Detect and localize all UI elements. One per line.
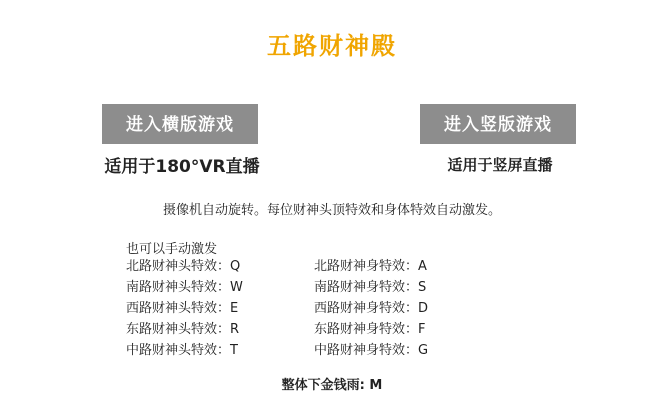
- key-binding-body: 东路财神身特效：F: [314, 322, 426, 337]
- portrait-caption: 适用于竖屏直播: [447, 156, 553, 174]
- auto-effect-description: 摄像机自动旋转。每位财神头顶特效和身体特效自动激发。: [162, 203, 501, 218]
- key-binding-head: 南路财神头特效：W: [126, 280, 243, 295]
- money-rain-hint: 整体下金钱雨: M: [281, 378, 383, 393]
- manual-trigger-hint: 也可以手动激发: [126, 242, 218, 257]
- key-binding-head: 北路财神头特效：Q: [126, 259, 241, 274]
- key-binding-row: [126, 340, 546, 361]
- landscape-caption: 适用于180°VR直播: [104, 157, 260, 177]
- key-binding-body: 中路财神身特效：G: [314, 343, 429, 358]
- game-mode-buttons: [0, 104, 664, 146]
- key-binding-list: [126, 256, 546, 361]
- enter-landscape-game-button[interactable]: 进入横版游戏: [102, 104, 258, 144]
- key-binding-row: [126, 319, 546, 340]
- key-binding-row: [126, 298, 546, 319]
- key-binding-body: 南路财神身特效：S: [314, 280, 427, 295]
- key-binding-row: [126, 256, 546, 277]
- key-binding-head: 中路财神头特效：T: [126, 343, 238, 358]
- key-binding-head: 西路财神头特效：E: [126, 301, 239, 316]
- key-binding-body: 北路财神身特效：A: [314, 259, 427, 274]
- key-binding-row: [126, 277, 546, 298]
- key-binding-body: 西路财神身特效：D: [314, 301, 429, 316]
- enter-portrait-game-button[interactable]: 进入竖版游戏: [420, 104, 576, 144]
- page-title: 五路财神殿: [267, 32, 397, 60]
- key-binding-head: 东路财神头特效：R: [126, 322, 240, 337]
